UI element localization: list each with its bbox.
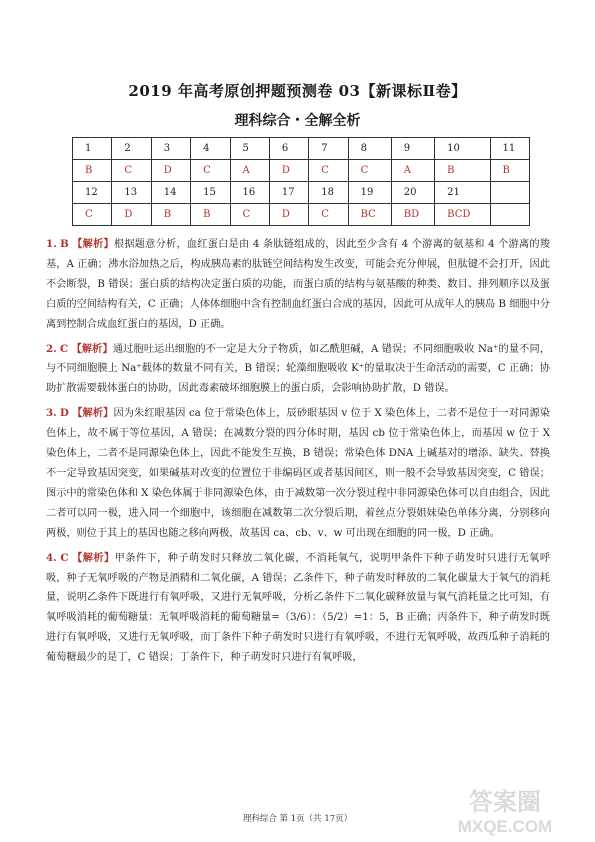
question-number-cell: 11: [490, 138, 529, 160]
answer-cell: D: [269, 160, 308, 182]
question-number-cell: 5: [230, 138, 269, 160]
answer-cell: B: [191, 204, 230, 226]
question-number-cell: 12: [73, 182, 112, 204]
watermark-line2: MXQE.COM: [457, 817, 553, 836]
question-number-cell: 21: [435, 182, 490, 204]
question-item: [46, 404, 550, 543]
question-number-cell: 17: [269, 182, 308, 204]
answer-cell: D: [269, 204, 308, 226]
answer-cell: C: [230, 204, 269, 226]
question-number-cell: 14: [151, 182, 190, 204]
question-number: 3.: [46, 407, 57, 420]
question-number-cell: 6: [269, 138, 308, 160]
answer-cell: BD: [391, 204, 434, 226]
question-answer: C: [60, 342, 69, 355]
question-item: [46, 235, 550, 335]
analysis-text: 甲条件下，种子萌发时只释放二氧化碳，不消耗氧气，说明甲条件下种子萌发时只进行无氧呼吸，种子无氧呼吸的产物是酒精和二氧化碳，A 错误；乙条件下，种子萌发时释放的二氧化碳量大于氧气的消耗量，说明乙条件下既进行有氧呼吸，又进行无氧呼吸，分析乙条件下二氧化碳释放量与氧气消耗量之比可知，有氧呼吸消耗的葡萄糖量：无氧呼吸消耗的葡萄糖量=（3/6）：（5/2）=1：5，B 正确；丙条件下，种子萌发时既进行有氧呼吸，又进行无氧呼吸，而丁条件下种子萌发时只进行有氧呼吸，不进行无氧呼吸，故西瓜种子消耗的葡萄糖最少的是丁，C 错误；丁条件下，种子萌发时只进行有氧呼吸，: [46, 552, 551, 664]
question-number: 1.: [46, 238, 57, 250]
analysis-tag: 【解析】: [72, 238, 114, 250]
analysis-text: 通过胞吐运出细胞的不一定是大分子物质，如乙酰胆碱，A 错误；不同细胞吸收 Na⁺的量不同，与不同细胞膜上 Na⁺载体的数量不同有关，B 错误；轮藻细胞吸收 K⁺的量取决于生命活动的需要，C 正确；协助扩散需要载体蛋白的协助，因此毒素破坏细胞膜上的蛋白质，会影响协助扩散，D 错误。: [46, 343, 551, 395]
watermark-line1: 答案圈: [469, 789, 541, 816]
page-subtitle: 理科综合・全解全析: [234, 113, 361, 129]
question-number-cell: [490, 182, 529, 204]
analysis-tag: 【解析】: [72, 407, 114, 420]
answer-cell: [490, 204, 529, 226]
answer-cell: A: [391, 160, 434, 182]
watermark-logo: [425, 784, 585, 838]
answer-cell: BC: [348, 204, 391, 226]
answer-cell: B: [73, 160, 112, 182]
answer-cell: B: [490, 160, 529, 182]
answer-table-row: [73, 160, 530, 182]
answer-table-row: [73, 182, 530, 204]
analysis-text: 根据题意分析，血红蛋白是由 4 条肽链组成的，因此至少含有 4 个游离的氨基和 4 个游离的羧基，A 正确；沸水浴加热之后，构成胰岛素的肽链空间结构发生改变，可能会充分伸展，但肽键不会打开，因此不会断裂，B 错误；蛋白质的结构决定蛋白质的功能，而蛋白质的结构与氨基酸的种类、数目、排列顺序以及蛋白质的空间结构有关，C 正确；人体体细胞中含有控制血红蛋白合成的基因，因此可从成年人的胰岛 B 细胞中分离到控制合成血红蛋白的基因，D 正确。: [46, 239, 550, 330]
answer-cell: C: [309, 204, 348, 226]
question-number-cell: 20: [391, 182, 434, 204]
answer-cell: C: [73, 204, 112, 226]
answer-table-row: [73, 204, 530, 226]
question-answer: C: [60, 551, 69, 564]
question-number-cell: 1: [73, 138, 112, 160]
answer-cell: D: [112, 204, 151, 226]
question-answer: D: [60, 407, 69, 420]
question-number-cell: 7: [309, 138, 348, 160]
analysis-tag: 【解析】: [71, 342, 113, 355]
analysis-text: 因为朱红眼基因 ca 位于常染色体上，辰砂眼基因 v 位于 X 染色体上，二者不是位于一对同源染色体上，故不属于等位基因，A 错误；在减数分裂的四分体时期，基因 cb 位于常染色体上，而基因 w 位于 X 染色体上，二者不是同源染色体上，因此不能发生互换，B 错误；常染色体 DNA 上碱基对的增添、缺失、替换不一定导致基因突变，如果碱基对改变的位置位于非编码区或者基因间区，则一般不会导致基因突变，C 错误；图示中的常染色体和 X 染色体属于非同源染色体，由于减数第一次分裂过程中非同源染色体可以自由组合，因此二者可以同一极，进入同一个细胞中，该细胞在减数第二次分裂后期，着丝点分裂姐妹染色单体分离，分别移向两极，则位于其上的基因也随之移向两极，故基因 ca、cb、v、w 可出现在细胞的同一极，D 正确。: [46, 408, 550, 539]
answer-cell: C: [191, 160, 230, 182]
answer-cell: C: [309, 160, 348, 182]
question-item: [46, 549, 550, 668]
question-number-cell: 2: [112, 138, 151, 160]
answer-cell: BCD: [435, 204, 490, 226]
question-number-cell: 18: [309, 182, 348, 204]
answer-table: [72, 137, 530, 226]
question-number-cell: 10: [435, 138, 490, 160]
question-number: 4.: [46, 551, 57, 564]
page-title: 2019 年高考原创押题预测卷 03【新课标Ⅱ卷】: [128, 82, 467, 100]
question-number-cell: 3: [151, 138, 190, 160]
question-list: [46, 235, 550, 673]
question-number-cell: 15: [191, 182, 230, 204]
question-answer: B: [60, 238, 69, 250]
answer-table-row: [73, 138, 530, 160]
question-number-cell: 9: [391, 138, 434, 160]
page-footer: 理科综合 第 1页（共 17页）: [242, 814, 353, 824]
answer-cell: B: [435, 160, 490, 182]
question-item: [46, 340, 550, 400]
question-number-cell: 13: [112, 182, 151, 204]
answer-cell: B: [151, 204, 190, 226]
answer-cell: A: [230, 160, 269, 182]
question-number: 2.: [46, 342, 57, 355]
question-number-cell: 8: [348, 138, 391, 160]
analysis-tag: 【解析】: [72, 551, 115, 564]
answer-cell: D: [151, 160, 190, 182]
answer-cell: C: [348, 160, 391, 182]
question-number-cell: 16: [230, 182, 269, 204]
answer-cell: C: [112, 160, 151, 182]
question-number-cell: 19: [348, 182, 391, 204]
question-number-cell: 4: [191, 138, 230, 160]
